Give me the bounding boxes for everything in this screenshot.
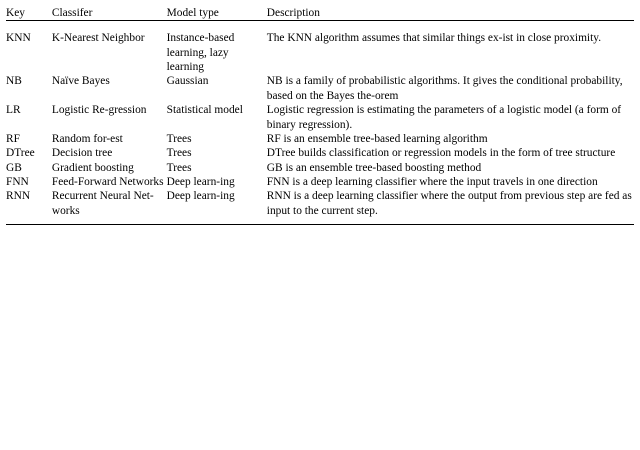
- cell-description: GB is an ensemble tree-based boosting method: [266, 161, 482, 174]
- cell-classifier: Random for-est: [51, 132, 123, 145]
- table-row: [6, 31, 634, 74]
- classifiers-table: [6, 0, 634, 225]
- header-gap: [6, 21, 634, 32]
- table-row: [6, 189, 634, 218]
- cell-key: KNN: [6, 32, 31, 45]
- cell-classifier: Gradient boosting: [51, 161, 134, 174]
- table-header-row: [6, 6, 634, 21]
- cell-description: RF is an ensemble tree-based learning algorithm: [266, 132, 488, 145]
- cell-classifier: Recurrent Neural Net-works: [51, 190, 154, 217]
- cell-model-type: Deep learn-ing: [166, 190, 235, 203]
- column-header-model-type: Model type: [167, 6, 267, 21]
- cell-classifier: K-Nearest Neighbor: [51, 32, 145, 45]
- cell-classifier: Decision tree: [51, 147, 113, 160]
- cell-description: The KNN algorithm assumes that similar things ex-ist in close proximity.: [266, 32, 602, 45]
- cell-model-type: Trees: [166, 147, 192, 160]
- cell-model-type: Gaussian: [166, 75, 209, 88]
- column-header-classifier: Classifer: [52, 6, 167, 21]
- cell-classifier: Naïve Bayes: [51, 75, 110, 88]
- cell-model-type: Instance-based learning, lazy learning: [166, 32, 235, 74]
- cell-model-type: Trees: [166, 132, 192, 145]
- table-row: [6, 161, 634, 175]
- cell-classifier: Logistic Re-gression: [51, 104, 147, 117]
- column-header-key: Key: [6, 6, 52, 21]
- cell-model-type: Statistical model: [166, 104, 243, 117]
- cell-description: Logistic regression is estimating the parameters of a logistic model (a form of binary regression).: [266, 104, 622, 131]
- cell-key: NB: [6, 75, 22, 88]
- cell-key: RF: [6, 132, 20, 145]
- table-row: [6, 74, 634, 103]
- cell-model-type: Deep learn-ing: [166, 175, 235, 188]
- table-row: [6, 175, 634, 189]
- cell-description: NB is a family of probabilistic algorithms. It gives the conditional probability, based on the Bayes the-orem: [266, 75, 623, 102]
- cell-classifier: Feed-Forward Networks: [51, 175, 164, 188]
- table-row: [6, 103, 634, 132]
- cell-key: DTree: [6, 147, 35, 160]
- column-header-description: Description: [267, 6, 634, 21]
- cell-key: FNN: [6, 175, 29, 188]
- cell-description: RNN is a deep learning classifier where the output from previous step are fed as input to the current step.: [266, 190, 632, 217]
- cell-description: DTree builds classification or regression models in the form of tree structure: [266, 147, 616, 160]
- cell-description: FNN is a deep learning classifier where the input travels in one direction: [266, 175, 598, 188]
- table-row: [6, 132, 634, 146]
- bottom-rule: [6, 218, 634, 225]
- cell-model-type: Trees: [166, 161, 192, 174]
- cell-key: LR: [6, 104, 21, 117]
- cell-key: GB: [6, 161, 22, 174]
- table-row: [6, 146, 634, 160]
- cell-key: RNN: [6, 190, 31, 203]
